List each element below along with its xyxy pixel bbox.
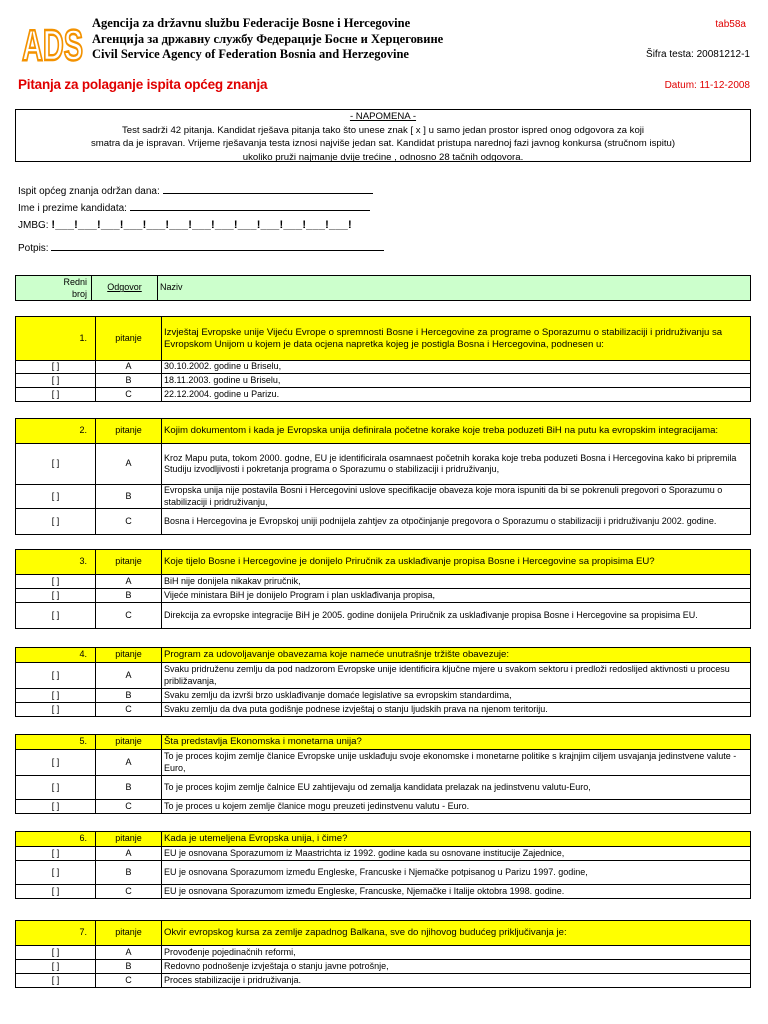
answer-letter: B: [96, 689, 162, 703]
question-5: [15, 734, 751, 814]
answer-text: EU je osnovana Sporazumom između Engleske, Francuske, Njemačke i Italije oktobra 1998. godine.: [162, 885, 751, 899]
question-type: pitanje: [96, 648, 162, 663]
answer-text: BiH nije donijela nikakav priručnik,: [162, 575, 751, 589]
question-type: pitanje: [96, 921, 162, 946]
question-row: [16, 419, 751, 444]
agency-names: [92, 16, 443, 63]
answer-text: EU je osnovana Sporazumom između Engleske, Francuske i Njemačke potpisanog u Parizu 1997. godine,: [162, 861, 751, 885]
question-text: Okvir evropskog kursa za zemlje zapadnog Balkana, sve do njihovog budućeg priključivanja je:: [162, 921, 751, 946]
answer-row-a: [16, 361, 751, 374]
jmbg-boxes[interactable]: !___!___!___!___!___!___!___!___!___!___!___!___!___!: [51, 219, 352, 231]
answer-text: Vijeće ministara BiH je donijelo Program i plan usklađivanja propisa,: [162, 589, 751, 603]
answer-letter: A: [96, 946, 162, 960]
answer-text: 30.10.2002. godine u Briselu,: [162, 361, 751, 374]
answer-row-a: [16, 946, 751, 960]
answer-text: Provođenje pojedinačnih reformi,: [162, 946, 751, 960]
question-4: [15, 647, 751, 717]
candidate-name-label: Ime i prezime kandidata:: [18, 203, 127, 214]
question-text: Šta predstavlja Ekonomska i monetarna unija?: [162, 735, 751, 750]
answer-letter: C: [96, 388, 162, 402]
answer-letter: B: [96, 960, 162, 974]
answer-checkbox[interactable]: [ ]: [16, 960, 96, 974]
answer-text: Kroz Mapu puta, tokom 2000. godne, EU je identificirala osamnaest početnih koraka koje treba poduzeti Bosna i Hercegovina kako bi pripremila Studiju izvodljivosti i pokretanja programa o Sporazumu o stabilizaciji i pridruživanju,: [162, 444, 751, 485]
answer-checkbox[interactable]: [ ]: [16, 361, 96, 374]
question-1: [15, 316, 751, 402]
answer-checkbox[interactable]: [ ]: [16, 589, 96, 603]
answer-text: To je proces kojim zemlje članice Evropske unije usklađuju svoje ekonomske i monetarne politike s krajnjim ciljem usvajanja jedinstvene valute - Euro,: [162, 750, 751, 776]
answer-checkbox[interactable]: [ ]: [16, 750, 96, 776]
answer-row-c: [16, 885, 751, 899]
answer-text: Evropska unija nije postavila Bosni i Hercegovini uslove specifikacije obaveza koje mora ispuniti da bi se pokrenuli pregovori o Sporazumu o stabilizaciji i pridruživanju,: [162, 485, 751, 509]
question-row: [16, 317, 751, 361]
answer-row-c: [16, 974, 751, 988]
answer-row-b: [16, 960, 751, 974]
answer-row-b: [16, 689, 751, 703]
note-line-2: smatra da je ispravan. Vrijeme rješavanja testa iznosi najviše jedan sat. Kandidat pristupa narednoj fazi javnog konkursa (stručnom ispitu): [90, 138, 676, 149]
answer-checkbox[interactable]: [ ]: [16, 374, 96, 388]
ads-logo: [22, 20, 84, 70]
question-type: pitanje: [96, 550, 162, 575]
answer-checkbox[interactable]: [ ]: [16, 575, 96, 589]
answer-letter: C: [96, 509, 162, 535]
answer-row-b: [16, 485, 751, 509]
answer-letter: C: [96, 603, 162, 629]
agency-name-serbian: Агенција за државну службу Федерације Босне и Херцеговине: [92, 31, 444, 46]
answer-text: 18.11.2003. godine u Briselu,: [162, 374, 751, 388]
page-title: Pitanja za polaganje ispita općeg znanja: [18, 77, 268, 92]
question-type: pitanje: [96, 419, 162, 444]
jmbg-label: JMBG:: [18, 220, 49, 231]
answer-text: Proces stabilizacije i pridruživanja.: [162, 974, 751, 988]
answer-letter: A: [96, 663, 162, 689]
answer-text: To je proces u kojem zemlje članice mogu preuzeti jedinstvenu valutu - Euro.: [162, 800, 751, 814]
answer-row-c: [16, 800, 751, 814]
answer-text: Svaku pridruženu zemlju da pod nadzorom Evropske unije identificira ključne mjere u svakom sektoru i predloži redoslijed aktivnosti u procesu približavanja,: [162, 663, 751, 689]
question-2: [15, 418, 751, 535]
answer-row-b: [16, 374, 751, 388]
signature-line[interactable]: [51, 241, 384, 251]
answer-checkbox[interactable]: [ ]: [16, 703, 96, 717]
answer-row-b: [16, 776, 751, 800]
answer-text: EU je osnovana Sporazumom iz Maastrichta iz 1992. godine kada su osnovane institucije Zajednice,: [162, 847, 751, 861]
answer-checkbox[interactable]: [ ]: [16, 509, 96, 535]
answer-text: Direkcija za evropske integracije BiH je 2005. godine donijela Priručnik za usklađivanje propisa Bosne i Hercegovine sa propisima EU.: [162, 603, 751, 629]
answer-checkbox[interactable]: [ ]: [16, 946, 96, 960]
question-text: Izvještaj Evropske unije Vijeću Evrope o spremnosti Bosne i Hercegovine za programe o Sporazumu o stabilizaciji i pridruživanju sa Evropskom Unijom u kojem je data ocjena napretka kojeg je postigla Bosna i Hercegovina, podnesen u:: [162, 317, 751, 361]
answer-row-c: [16, 509, 751, 535]
answer-letter: B: [96, 589, 162, 603]
question-number: 6.: [16, 832, 96, 847]
answer-text: Svaku zemlju da dva puta godišnje podnese izvještaj o stanju ljudskih prava na njenom teritoriju.: [162, 703, 751, 717]
answer-checkbox[interactable]: [ ]: [16, 444, 96, 485]
logo-text: ADS: [22, 21, 83, 70]
question-number: 5.: [16, 735, 96, 750]
question-row: [16, 550, 751, 575]
question-row: [16, 648, 751, 663]
question-text: Kojim dokumentom i kada je Evropska unija definirala početne korake koje treba poduzeti BiH na putu ka evropskim integracijama:: [162, 419, 751, 444]
answer-checkbox[interactable]: [ ]: [16, 388, 96, 402]
answer-letter: B: [96, 861, 162, 885]
answer-row-a: [16, 575, 751, 589]
answer-row-c: [16, 388, 751, 402]
question-text: Koje tijelo Bosne i Hercegovine je donijelo Priručnik za usklađivanje propisa Bosne i Hercegovine sa propisima EU?: [162, 550, 751, 575]
question-type: pitanje: [96, 735, 162, 750]
question-6: [15, 831, 751, 899]
answer-checkbox[interactable]: [ ]: [16, 485, 96, 509]
answer-row-b: [16, 589, 751, 603]
answer-letter: A: [96, 750, 162, 776]
question-number: 4.: [16, 648, 96, 663]
answer-checkbox[interactable]: [ ]: [16, 847, 96, 861]
answer-checkbox[interactable]: [ ]: [16, 800, 96, 814]
question-text: Kada je utemeljena Evropska unija, i čime?: [162, 832, 751, 847]
question-type: pitanje: [96, 317, 162, 361]
answer-letter: A: [96, 847, 162, 861]
answer-letter: A: [96, 444, 162, 485]
signature-label: Potpis:: [18, 243, 49, 254]
answer-letter: B: [96, 485, 162, 509]
jmbg-field[interactable]: [18, 219, 352, 231]
answer-row-a: [16, 663, 751, 689]
candidate-name-line[interactable]: [130, 201, 370, 211]
answer-letter: B: [96, 776, 162, 800]
answer-row-a: [16, 444, 751, 485]
agency-name-english: Civil Service Agency of Federation Bosnia and Herzegovine: [92, 47, 409, 61]
answer-letter: A: [96, 575, 162, 589]
answer-text: Svaku zemlju da izvrši brzo usklađivanje domaće legislative sa evropskim standardima,: [162, 689, 751, 703]
answer-checkbox[interactable]: [ ]: [16, 861, 96, 885]
note-box: [15, 109, 751, 162]
answer-row-a: [16, 750, 751, 776]
answer-checkbox[interactable]: [ ]: [16, 689, 96, 703]
col-naziv: Naziv: [158, 276, 751, 301]
answer-letter: C: [96, 974, 162, 988]
question-number: 1.: [16, 317, 96, 361]
tab-id: tab58a: [715, 19, 746, 30]
note-heading: - NAPOMENA -: [349, 111, 417, 122]
answer-checkbox[interactable]: [ ]: [16, 663, 96, 689]
question-number: 7.: [16, 921, 96, 946]
answer-checkbox[interactable]: [ ]: [16, 603, 96, 629]
question-row: [16, 832, 751, 847]
answer-letter: C: [96, 703, 162, 717]
answer-letter: C: [96, 885, 162, 899]
answer-letter: C: [96, 800, 162, 814]
answer-text: 22.12.2004. godine u Parizu.: [162, 388, 751, 402]
answer-row-b: [16, 861, 751, 885]
answer-row-a: [16, 847, 751, 861]
answer-row-c: [16, 603, 751, 629]
question-type: pitanje: [96, 832, 162, 847]
answer-checkbox[interactable]: [ ]: [16, 885, 96, 899]
answer-row-c: [16, 703, 751, 717]
answer-text: Bosna i Hercegovina je Evropskoj uniji podnijela zahtjev za otpočinjanje pregovora o Sporazumu o stabilizaciji i pridruživanju 2002. godine.: [162, 509, 751, 535]
question-row: [16, 921, 751, 946]
answer-letter: A: [96, 361, 162, 374]
col-odgovor: Odgovor: [92, 276, 158, 301]
candidate-name-field[interactable]: [18, 201, 370, 214]
exam-date-field[interactable]: [18, 184, 373, 197]
question-3: [15, 549, 751, 629]
signature-field[interactable]: [18, 241, 384, 254]
answer-checkbox[interactable]: [ ]: [16, 776, 96, 800]
note-line-3: ukoliko pruži najmanje dvije trećine , odnosno 28 tačnih odgovora.: [242, 151, 524, 163]
column-header: [15, 275, 751, 301]
note-line-1: Test sadrži 42 pitanja. Kandidat rješava pitanja tako što unese znak [ x ] u samo jedan prostor ispred onog odgovora za koji: [121, 124, 645, 136]
answer-text: Redovno podnošenje izvještaja o stanju javne potrošnje,: [162, 960, 751, 974]
col-redni-broj: Redni broj: [16, 276, 92, 301]
exam-date-label: Ispit općeg znanja održan dana:: [18, 186, 160, 197]
question-row: [16, 735, 751, 750]
question-number: 3.: [16, 550, 96, 575]
question-number: 2.: [16, 419, 96, 444]
test-code: Šifra testa: 20081212-1: [646, 49, 750, 60]
exam-date-line[interactable]: [163, 184, 373, 194]
question-text: Program za udovoljavanje obavezama koje nameće unutrašnje tržište obavezuje:: [162, 648, 751, 663]
test-date: Datum: 11-12-2008: [664, 80, 750, 91]
answer-checkbox[interactable]: [ ]: [16, 974, 96, 988]
agency-name-bosnian: Agencija za državnu službu Federacije Bosne i Hercegovine: [92, 16, 411, 30]
question-7: [15, 920, 751, 988]
answer-text: To je proces kojim zemlje čalnice EU zahtijevaju od zemalja kandidata prelazak na jedinstvenu valutu-Euro,: [162, 776, 751, 800]
answer-letter: B: [96, 374, 162, 388]
